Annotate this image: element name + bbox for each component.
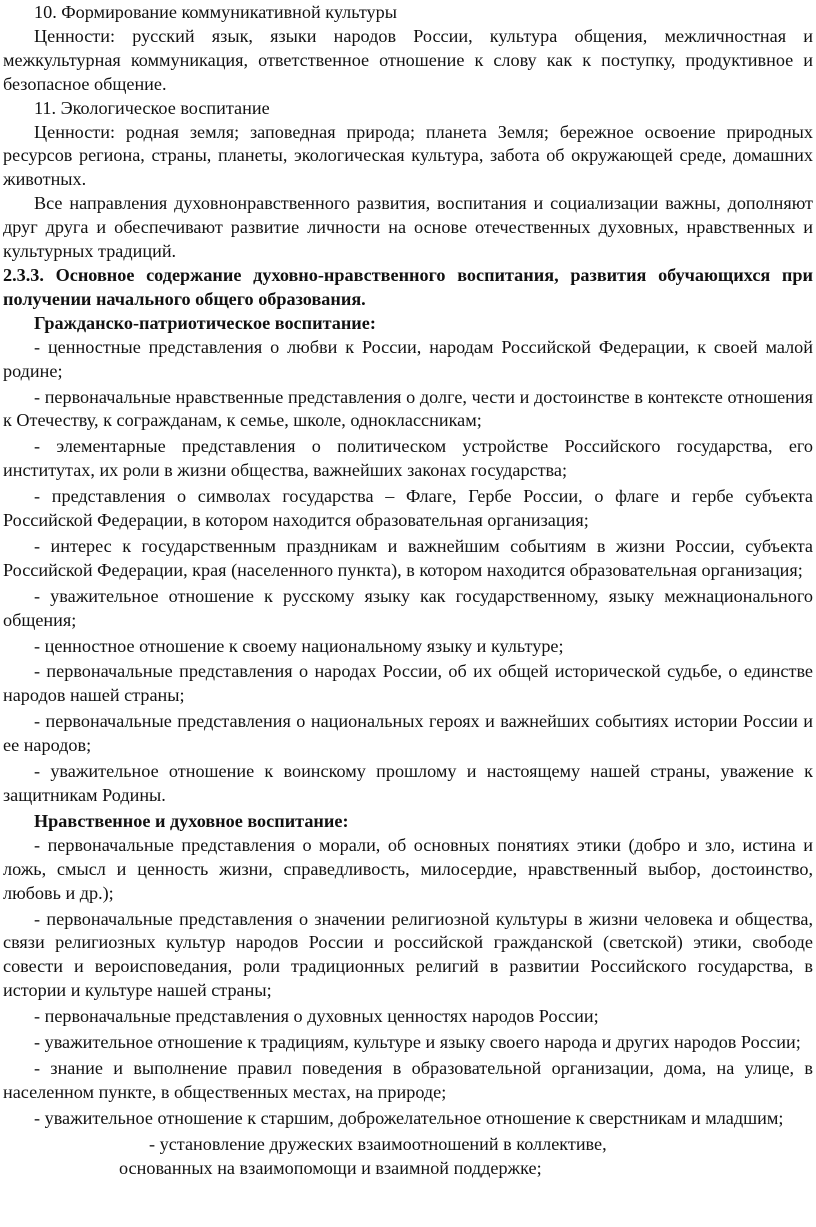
moral-education-list [3,834,813,1131]
list-item: - уважительное отношение к воинскому прошлому и настоящему нашей страны, уважение к защитникам Родины. [3,761,813,805]
list-item: - первоначальные нравственные представления о долге, чести и достоинстве в контексте отношения к Отечеству, к согражданам, к семье, школе, одноклассникам; [3,386,813,431]
list-item: - элементарные представления о политическом устройстве Российского государства, его институтах, их роли в жизни общества, важнейших законах государства; [3,436,813,481]
list-item: - знание и выполнение правил поведения в образовательной организации, дома, на улице, в населенном пункте, в общественных местах, на природе; [3,1057,813,1102]
moral-education-title: Нравственное и духовное воспитание: [34,810,349,831]
list-item: - уважительное отношение к русскому языку как государственному, языку межнационального общения; [3,585,813,630]
list-item: - ценностные представления о любви к России, народам Российской Федерации, к своей малой родине; [3,336,813,381]
section-11-values: Ценности: родная земля; заповедная природа; планета Земля; бережное освоение природных ресурсов региона, страны, планеты, экологическая культура, забота об окружающей среде, домашних животных. [3,121,813,190]
section-11-title: 11. Экологическое воспитание [34,97,270,118]
list-item: - первоначальные представления о народах России, об их общей исторической судьбе, о единстве народов нашей страны; [3,661,813,706]
list-item: - первоначальные представления о морали, об основных понятиях этики (добро и зло, истина и ложь, смысл и ценность жизни, справедливость, милосердие, нравственный выбор, достоинство, любовь и др.); [3,834,813,903]
list-item: - уважительное отношение к традициям, культуре и языку своего народа и других народов России; [34,1032,801,1053]
centered-line-1: - установление дружеских взаимоотношений в коллективе, [149,1133,607,1154]
civic-education-title: Гражданско-патриотическое воспитание: [34,312,376,333]
section-heading-2-3-3: 2.3.3. Основное содержание духовно-нравственного воспитания, развития обучающихся при получении начального общего образования. [3,264,813,309]
list-item: - интерес к государственным праздникам и важнейшим событиям в жизни России, субъекта Российской Федерации, края (населенного пункта), в котором находится образовательная организация; [3,535,813,580]
list-item: - представления о символах государства – Флаге, Гербе России, о флаге и гербе субъекта Российской Федерации, в котором находится образовательная организация; [3,486,813,531]
list-item: - первоначальные представления о национальных героях и важнейших событиях истории России и ее народов; [3,711,813,756]
civic-education-list [3,336,813,808]
section-10-title: 10. Формирование коммуникативной культуры [34,2,397,22]
summary-paragraph: Все направления духовнонравственного развития, воспитания и социализации важны, дополняют друг друга и обеспечивают развитие личности на основе отечественных духовных, нравственных и культурных традиций. [3,193,813,262]
section-10-values: Ценности: русский язык, языки народов России, культура общения, межличностная и межкультурная коммуникация, ответственное отношение к слову как к поступку, продуктивное и безопасное общение. [3,25,813,94]
list-item: - уважительное отношение к старшим, доброжелательное отношение к сверстникам и младшим; [34,1107,784,1128]
centered-line-2: основанных на взаимопомощи и взаимной поддержке; [119,1157,542,1178]
list-item: - ценностное отношение к своему национальному языку и культуре; [34,635,564,656]
list-item: - первоначальные представления о значении религиозной культуры в жизни человека и общества, связи религиозных культур народов России и российской гражданской (светской) этики, свободе совести и вероисповедания, роли традиционных религий в развитии Российского государства, в истории и культуре нашей страны; [3,908,813,1001]
list-item: - первоначальные представления о духовных ценностях народов России; [34,1006,599,1027]
